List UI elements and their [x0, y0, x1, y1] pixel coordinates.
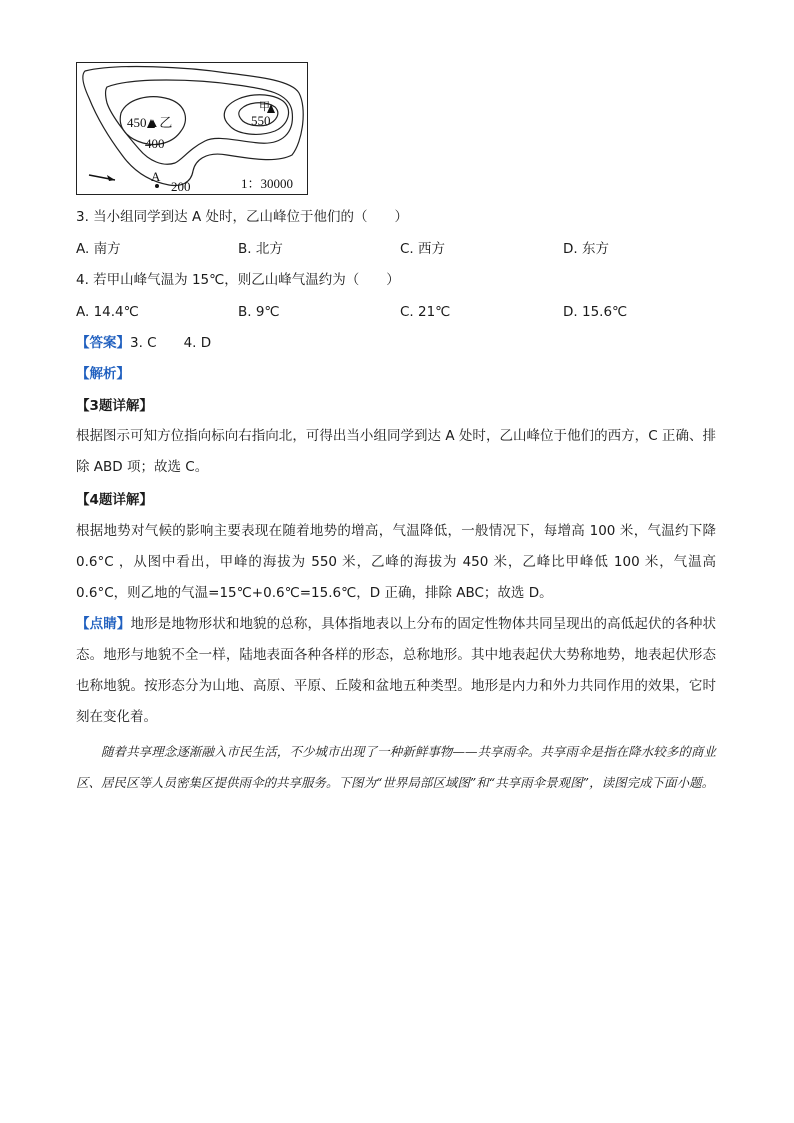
- detail-3-tag: 【3题详解】: [76, 398, 153, 414]
- q3-option-d: D. 东方: [563, 241, 609, 257]
- map-scale: 1：30000: [241, 176, 294, 191]
- question-4-stem: 4. 若甲山峰气温为 15℃，则乙山峰气温约为（ ）: [76, 272, 400, 288]
- label-yi-peak: 450▲乙: [127, 115, 173, 130]
- contour-map-figure: [76, 62, 308, 195]
- answer-value: 3. C 4. D: [130, 335, 212, 351]
- label-contour-400: 400: [145, 136, 165, 151]
- q3-option-a: A. 南方: [76, 241, 121, 257]
- label-contour-200: 200: [171, 179, 191, 194]
- q3-option-c: C. 西方: [400, 241, 446, 257]
- detail-4-tag: 【4题详解】: [76, 492, 153, 508]
- label-point-a: A: [151, 169, 161, 184]
- next-section-intro: 随着共享理念逐渐融入市民生活，不少城市出现了一种新鲜事物——共享雨伞。共享雨伞是指在降水较多的商业区、居民区等人员密集区提供雨伞的共享服务。下图为“世界局部区域图”和“共享雨伞景观图”，读图完成下面小题。: [76, 744, 716, 790]
- answer-line: [76, 333, 211, 353]
- q4-option-a: A. 14.4℃: [76, 304, 139, 320]
- answer-tag: 【答案】: [76, 335, 130, 351]
- q4-option-d: D. 15.6℃: [563, 304, 628, 320]
- q4-option-c: C. 21℃: [400, 304, 451, 320]
- label-jia: 甲: [259, 101, 270, 113]
- point-a-marker: [155, 184, 159, 188]
- comment-tag: 【点睛】: [76, 616, 131, 632]
- question-3-stem: 3. 当小组同学到达 A 处时，乙山峰位于他们的（ ）: [76, 209, 408, 225]
- q4-option-b: B. 9℃: [238, 304, 280, 320]
- comment-text: 地形是地物形状和地貌的总称，具体指地表以上分布的固定性物体共同呈现出的高低起伏的各种状态。地形与地貌不全一样，陆地表面各种各样的形态，总称地形。其中地表起伏大势称地势，地表起伏形态也称地貌。按形态分为山地、高原、平原、丘陵和盆地五种类型。地形是内力和外力共同作用的效果，它时刻在变化着。: [76, 616, 717, 725]
- detail-3-text: 根据图示可知方位指向标向右指向北，可得出当小组同学到达 A 处时，乙山峰位于他们的西方，C 正确、排除 ABD 项；故选 C。: [76, 428, 716, 475]
- analysis-tag: 【解析】: [76, 366, 130, 382]
- north-arrow-head-icon: [107, 175, 115, 181]
- detail-4-text: 根据地势对气候的影响主要表现在随着地势的增高，气温降低，一般情况下，每增高 100 米，气温约下降 0.6°C ，从图中看出，甲峰的海拔为 550 米，乙峰的海拔为 450 米，乙峰比甲峰低 100 米，气温高 0.6°C，则乙地的气温=15℃+0.6℃=15.6℃，D 正确，排除 ABC；故选 D。: [76, 523, 716, 601]
- comment-paragraph: [76, 609, 716, 733]
- label-jia-550: 550: [251, 113, 271, 128]
- q3-option-b: B. 北方: [238, 241, 283, 257]
